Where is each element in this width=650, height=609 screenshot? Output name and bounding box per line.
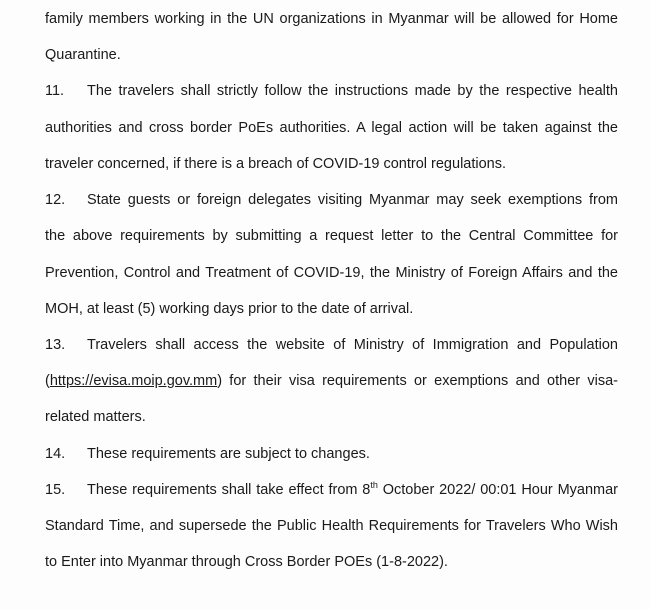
text-span: related matters. <box>45 409 146 425</box>
text-line <box>45 46 618 64</box>
text-span: the above requirements by submitting a request letter to the Central Committee for <box>45 228 618 244</box>
text-span: Travelers shall access the website of Ministry of Immigration and Population <box>87 337 618 353</box>
item-11-line-1 <box>45 82 618 100</box>
text-span: These requirements shall take effect from 8 <box>87 482 371 498</box>
text-span: ( <box>45 373 50 389</box>
superscript: th <box>370 480 378 491</box>
text-span: State guests or foreign delegates visiting Myanmar may seek exemptions from <box>87 192 618 208</box>
item-11-line-3 <box>45 155 618 173</box>
text-span: ) for their visa requirements or exemptions and other visa- <box>217 373 618 389</box>
text-span: Quarantine. <box>45 47 121 63</box>
text-span: traveler concerned, if there is a breach of COVID-19 control regulations. <box>45 156 507 172</box>
text-span: family members working in the UN organizations in Myanmar will be allowed for Home <box>45 11 618 27</box>
item-15-line-1 <box>45 481 618 499</box>
item-12-line-2 <box>45 227 618 245</box>
text-span: MOH, at least (5) working days prior to the date of arrival. <box>45 301 414 317</box>
item-12-line-4 <box>45 300 618 318</box>
text-span: to Enter into Myanmar through Cross Border POEs (1-8-2022). <box>45 554 448 570</box>
item-13-line-1 <box>45 336 618 354</box>
item-14-line-1 <box>45 445 618 463</box>
item-15-line-3 <box>45 553 618 571</box>
text-span: October 2022/ 00:01 Hour Myanmar <box>377 482 618 498</box>
item-number: 14. <box>45 446 66 462</box>
item-number: 13. <box>45 337 66 353</box>
item-13-line-3 <box>45 408 618 426</box>
item-12-line-3 <box>45 264 618 282</box>
website-link[interactable]: https://evisa.moip.gov.mm <box>49 373 218 389</box>
item-12-line-1 <box>45 191 618 209</box>
item-15-line-2 <box>45 517 618 535</box>
text-span: Prevention, Control and Treatment of COVID-19, the Ministry of Foreign Affairs and the <box>45 265 618 281</box>
text-span: authorities and cross border PoEs authorities. A legal action will be taken against the <box>45 120 618 136</box>
text-span: These requirements are subject to changes. <box>87 446 370 462</box>
item-13-line-2 <box>45 372 618 390</box>
text-span: The travelers shall strictly follow the instructions made by the respective health <box>87 83 618 99</box>
item-number: 12. <box>45 192 66 208</box>
item-11-line-2 <box>45 119 618 137</box>
item-number: 11. <box>45 83 65 99</box>
text-line <box>45 10 618 28</box>
item-number: 15. <box>45 482 66 498</box>
text-span: Standard Time, and supersede the Public Health Requirements for Travelers Who Wish <box>45 518 618 534</box>
